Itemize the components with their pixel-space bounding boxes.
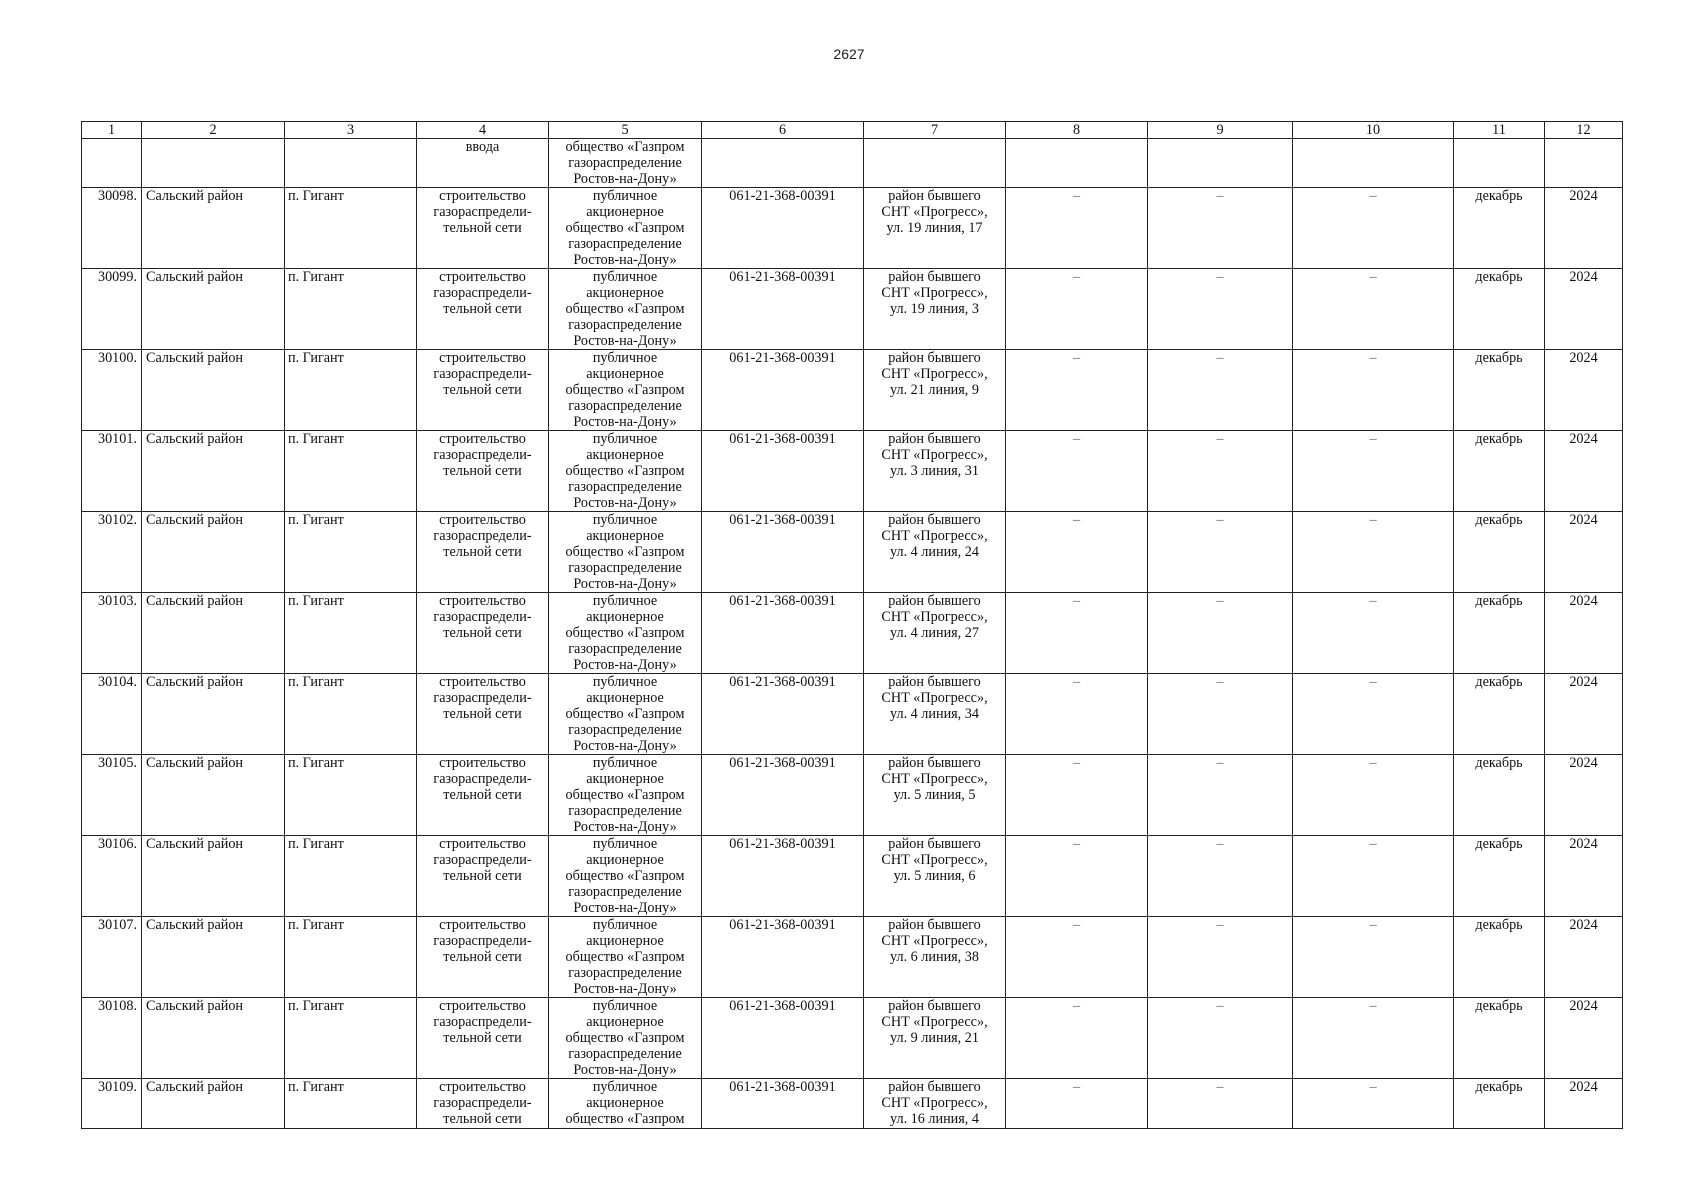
column-header-3: 3 <box>285 122 417 139</box>
cell-year: 2024 <box>1545 755 1623 836</box>
cell-c8: – <box>1006 350 1148 431</box>
column-header-2: 2 <box>142 122 285 139</box>
table-row <box>82 350 1623 431</box>
cell-district: Сальский район <box>142 188 285 269</box>
table-row <box>82 188 1623 269</box>
cell-c8: – <box>1006 512 1148 593</box>
cell-type: строительство газораспредели- тельной сети <box>417 755 549 836</box>
cell-c8: – <box>1006 431 1148 512</box>
cell-code: 061-21-368-00391 <box>702 188 864 269</box>
cell-address: район бывшего СНТ «Прогресс», ул. 21 линия, 9 <box>864 350 1006 431</box>
cell-locality: п. Гигант <box>285 674 417 755</box>
cell-org: публичное акционерное общество «Газпром газораспределение Ростов-на-Дону» <box>549 755 702 836</box>
cell-c10: – <box>1293 998 1454 1079</box>
cell-type: строительство газораспредели- тельной сети <box>417 998 549 1079</box>
cell-locality: п. Гигант <box>285 512 417 593</box>
column-header-10: 10 <box>1293 122 1454 139</box>
cell-district: Сальский район <box>142 755 285 836</box>
cell-org: публичное акционерное общество «Газпром газораспределение Ростов-на-Дону» <box>549 269 702 350</box>
cell-district <box>142 139 285 188</box>
column-header-1: 1 <box>82 122 142 139</box>
cell-c8: – <box>1006 1079 1148 1129</box>
table-row <box>82 512 1623 593</box>
cell-org: публичное акционерное общество «Газпром газораспределение Ростов-на-Дону» <box>549 512 702 593</box>
cell-code: 061-21-368-00391 <box>702 350 864 431</box>
cell-locality: п. Гигант <box>285 188 417 269</box>
table-row <box>82 1079 1623 1129</box>
column-header-6: 6 <box>702 122 864 139</box>
cell-org: публичное акционерное общество «Газпром газораспределение Ростов-на-Дону» <box>549 917 702 998</box>
cell-type: строительство газораспредели- тельной сети <box>417 1079 549 1129</box>
cell-c10: – <box>1293 512 1454 593</box>
column-header-9: 9 <box>1148 122 1293 139</box>
column-header-4: 4 <box>417 122 549 139</box>
cell-c8: – <box>1006 674 1148 755</box>
column-header-11: 11 <box>1454 122 1545 139</box>
cell-c9: – <box>1148 674 1293 755</box>
cell-c9: – <box>1148 431 1293 512</box>
cell-type: строительство газораспредели- тельной сети <box>417 917 549 998</box>
header-row <box>82 122 1623 139</box>
cell-address: район бывшего СНТ «Прогресс», ул. 19 линия, 17 <box>864 188 1006 269</box>
table-row <box>82 431 1623 512</box>
cell-code: 061-21-368-00391 <box>702 836 864 917</box>
cell-num: 30109. <box>82 1079 142 1129</box>
cell-c9: – <box>1148 512 1293 593</box>
cell-year: 2024 <box>1545 431 1623 512</box>
cell-month: декабрь <box>1454 431 1545 512</box>
cell-c8: – <box>1006 593 1148 674</box>
cell-district: Сальский район <box>142 593 285 674</box>
cell-locality: п. Гигант <box>285 755 417 836</box>
cell-month: декабрь <box>1454 512 1545 593</box>
cell-org: публичное акционерное общество «Газпром газораспределение Ростов-на-Дону» <box>549 188 702 269</box>
registry-table <box>81 121 1623 1129</box>
table-header <box>82 122 1623 139</box>
column-header-7: 7 <box>864 122 1006 139</box>
column-header-8: 8 <box>1006 122 1148 139</box>
cell-org: публичное акционерное общество «Газпром газораспределение Ростов-на-Дону» <box>549 998 702 1079</box>
cell-year: 2024 <box>1545 998 1623 1079</box>
cell-year: 2024 <box>1545 1079 1623 1129</box>
cell-c9: – <box>1148 836 1293 917</box>
cell-month: декабрь <box>1454 350 1545 431</box>
cell-year: 2024 <box>1545 593 1623 674</box>
cell-c8: – <box>1006 998 1148 1079</box>
cell-c10: – <box>1293 188 1454 269</box>
cell-address: район бывшего СНТ «Прогресс», ул. 6 линия, 38 <box>864 917 1006 998</box>
cell-c8: – <box>1006 269 1148 350</box>
cell-month: декабрь <box>1454 917 1545 998</box>
cell-type: строительство газораспредели- тельной сети <box>417 188 549 269</box>
cell-year: 2024 <box>1545 269 1623 350</box>
cell-c9: – <box>1148 269 1293 350</box>
cell-year <box>1545 139 1623 188</box>
column-header-12: 12 <box>1545 122 1623 139</box>
cell-address: район бывшего СНТ «Прогресс», ул. 5 линия, 6 <box>864 836 1006 917</box>
cell-month: декабрь <box>1454 836 1545 917</box>
cell-month: декабрь <box>1454 593 1545 674</box>
cell-address: район бывшего СНТ «Прогресс», ул. 4 линия, 27 <box>864 593 1006 674</box>
cell-c9: – <box>1148 755 1293 836</box>
cell-year: 2024 <box>1545 917 1623 998</box>
cell-c10: – <box>1293 674 1454 755</box>
table-row <box>82 269 1623 350</box>
cell-district: Сальский район <box>142 350 285 431</box>
cell-type: строительство газораспредели- тельной сети <box>417 431 549 512</box>
cell-num: 30102. <box>82 512 142 593</box>
cell-num: 30106. <box>82 836 142 917</box>
column-header-5: 5 <box>549 122 702 139</box>
cell-year: 2024 <box>1545 350 1623 431</box>
table-row <box>82 836 1623 917</box>
cell-code: 061-21-368-00391 <box>702 917 864 998</box>
cell-type: строительство газораспредели- тельной сети <box>417 350 549 431</box>
cell-c8: – <box>1006 755 1148 836</box>
cell-num: 30108. <box>82 998 142 1079</box>
continuation-row <box>82 139 1623 188</box>
cell-address: район бывшего СНТ «Прогресс», ул. 3 линия, 31 <box>864 431 1006 512</box>
table-row <box>82 674 1623 755</box>
cell-address: район бывшего СНТ «Прогресс», ул. 4 линия, 24 <box>864 512 1006 593</box>
cell-org: публичное акционерное общество «Газпром газораспределение Ростов-на-Дону» <box>549 836 702 917</box>
cell-code: 061-21-368-00391 <box>702 269 864 350</box>
table-row <box>82 998 1623 1079</box>
cell-type: ввода <box>417 139 549 188</box>
cell-org: публичное акционерное общество «Газпром газораспределение Ростов-на-Дону» <box>549 431 702 512</box>
cell-code: 061-21-368-00391 <box>702 1079 864 1129</box>
cell-year: 2024 <box>1545 512 1623 593</box>
cell-org: публичное акционерное общество «Газпром газораспределение Ростов-на-Дону» <box>549 674 702 755</box>
cell-code: 061-21-368-00391 <box>702 755 864 836</box>
cell-locality: п. Гигант <box>285 593 417 674</box>
cell-month: декабрь <box>1454 188 1545 269</box>
cell-c9: – <box>1148 188 1293 269</box>
cell-district: Сальский район <box>142 431 285 512</box>
cell-code: 061-21-368-00391 <box>702 674 864 755</box>
cell-org: публичное акционерное общество «Газпром газораспределение Ростов-на-Дону» <box>549 350 702 431</box>
cell-year: 2024 <box>1545 188 1623 269</box>
cell-district: Сальский район <box>142 836 285 917</box>
cell-type: строительство газораспредели- тельной сети <box>417 593 549 674</box>
cell-num: 30107. <box>82 917 142 998</box>
cell-num: 30103. <box>82 593 142 674</box>
cell-locality: п. Гигант <box>285 917 417 998</box>
cell-code: 061-21-368-00391 <box>702 431 864 512</box>
cell-c10: – <box>1293 917 1454 998</box>
cell-locality: п. Гигант <box>285 350 417 431</box>
cell-year: 2024 <box>1545 674 1623 755</box>
cell-org: публичное акционерное общество «Газпром газораспределение Ростов-на-Дону» <box>549 593 702 674</box>
cell-code: 061-21-368-00391 <box>702 998 864 1079</box>
cell-org: публичное акционерное общество «Газпром <box>549 1079 702 1129</box>
cell-code: 061-21-368-00391 <box>702 593 864 674</box>
cell-month: декабрь <box>1454 269 1545 350</box>
table-body <box>82 139 1623 1129</box>
cell-locality: п. Гигант <box>285 836 417 917</box>
table-row <box>82 593 1623 674</box>
cell-address <box>864 139 1006 188</box>
cell-month: декабрь <box>1454 1079 1545 1129</box>
cell-district: Сальский район <box>142 512 285 593</box>
table-row <box>82 917 1623 998</box>
cell-locality: п. Гигант <box>285 1079 417 1129</box>
cell-locality <box>285 139 417 188</box>
cell-c9: – <box>1148 593 1293 674</box>
cell-code <box>702 139 864 188</box>
cell-district: Сальский район <box>142 998 285 1079</box>
cell-year: 2024 <box>1545 836 1623 917</box>
cell-district: Сальский район <box>142 269 285 350</box>
cell-c10: – <box>1293 755 1454 836</box>
cell-locality: п. Гигант <box>285 998 417 1079</box>
table-row <box>82 755 1623 836</box>
cell-c9 <box>1148 139 1293 188</box>
cell-month: декабрь <box>1454 674 1545 755</box>
cell-c8: – <box>1006 917 1148 998</box>
cell-c10: – <box>1293 836 1454 917</box>
cell-c10: – <box>1293 350 1454 431</box>
cell-c10: – <box>1293 431 1454 512</box>
cell-num: 30105. <box>82 755 142 836</box>
cell-type: строительство газораспредели- тельной сети <box>417 674 549 755</box>
cell-address: район бывшего СНТ «Прогресс», ул. 19 линия, 3 <box>864 269 1006 350</box>
cell-c9: – <box>1148 917 1293 998</box>
cell-address: район бывшего СНТ «Прогресс», ул. 9 линия, 21 <box>864 998 1006 1079</box>
cell-num: 30100. <box>82 350 142 431</box>
cell-c9: – <box>1148 998 1293 1079</box>
cell-num: 30099. <box>82 269 142 350</box>
cell-type: строительство газораспредели- тельной сети <box>417 836 549 917</box>
cell-code: 061-21-368-00391 <box>702 512 864 593</box>
cell-c10: – <box>1293 269 1454 350</box>
cell-num <box>82 139 142 188</box>
cell-month <box>1454 139 1545 188</box>
cell-district: Сальский район <box>142 674 285 755</box>
cell-c10 <box>1293 139 1454 188</box>
cell-address: район бывшего СНТ «Прогресс», ул. 5 линия, 5 <box>864 755 1006 836</box>
cell-locality: п. Гигант <box>285 269 417 350</box>
cell-type: строительство газораспредели- тельной сети <box>417 269 549 350</box>
cell-address: район бывшего СНТ «Прогресс», ул. 16 линия, 4 <box>864 1079 1006 1129</box>
cell-org: общество «Газпром газораспределение Ростов-на-Дону» <box>549 139 702 188</box>
cell-num: 30104. <box>82 674 142 755</box>
cell-c10: – <box>1293 1079 1454 1129</box>
cell-num: 30098. <box>82 188 142 269</box>
cell-type: строительство газораспредели- тельной сети <box>417 512 549 593</box>
cell-district: Сальский район <box>142 1079 285 1129</box>
cell-district: Сальский район <box>142 917 285 998</box>
cell-locality: п. Гигант <box>285 431 417 512</box>
cell-num: 30101. <box>82 431 142 512</box>
cell-c8: – <box>1006 836 1148 917</box>
cell-c8 <box>1006 139 1148 188</box>
cell-month: декабрь <box>1454 755 1545 836</box>
cell-c9: – <box>1148 1079 1293 1129</box>
cell-address: район бывшего СНТ «Прогресс», ул. 4 линия, 34 <box>864 674 1006 755</box>
page-number: 2627 <box>833 46 865 62</box>
cell-month: декабрь <box>1454 998 1545 1079</box>
cell-c10: – <box>1293 593 1454 674</box>
cell-c8: – <box>1006 188 1148 269</box>
cell-c9: – <box>1148 350 1293 431</box>
